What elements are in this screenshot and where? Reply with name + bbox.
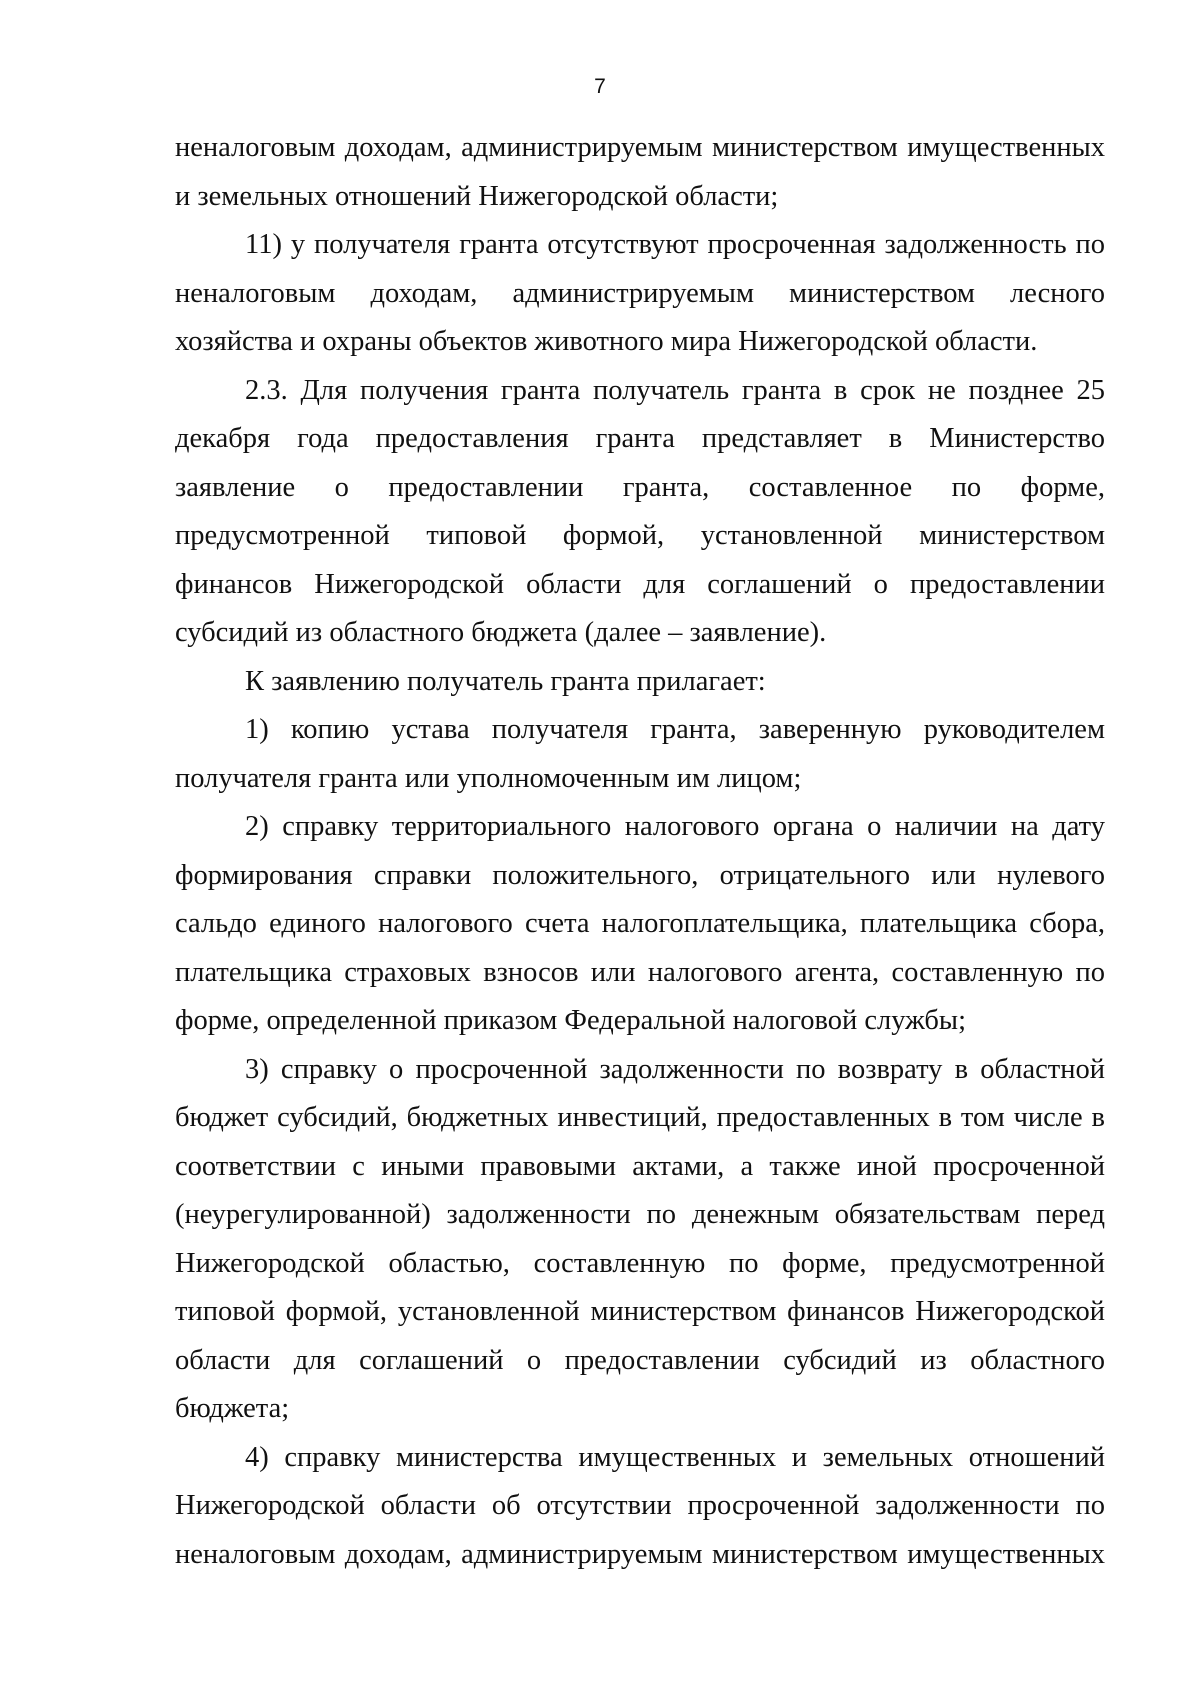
paragraph-continuation: неналоговым доходам, администрируемым министерством имущественных и земельных отношений Нижегородской области; xyxy=(175,132,1105,212)
paragraph-item-2: 2) справку территориального налогового органа о наличии на дату формирования справки положительного, отрицательного или нулевого сальдо единого налогового счета налогоплательщика, плательщика сбора, плательщика страховых взносов или налогового агента, составленную по форме, определенной приказом Федеральной налоговой службы; xyxy=(175,811,1105,1036)
paragraph-item-3: 3) справку о просроченной задолженности по возврату в областной бюджет субсидий, бюджетных инвестиций, предоставленных в том числе в соответствии с иными правовыми актами, а также иной просроченной (неурегулированной) задолженности по денежным обязательствам перед Нижегородской областью, составленную по форме, предусмотренной типовой формой, установленной министерством финансов Нижегородской области для соглашений о предоставлении субсидий из областного бюджета; xyxy=(175,1053,1105,1424)
paragraph-section-2-3: 2.3. Для получения гранта получатель гранта в срок не позднее 25 декабря года предоставления гранта представляет в Министерство заявление о предоставлении гранта, составленное по форме, предусмотренной типовой формой, установленной министерством финансов Нижегородской области для соглашений о предоставлении субсидий из областного бюджета (далее – заявление). xyxy=(175,374,1105,648)
paragraph-item-11: 11) у получателя гранта отсутствуют просроченная задолженность по неналоговым доходам, администрируемым министерством лесного хозяйства и охраны объектов животного мира Нижегородской области. xyxy=(175,229,1105,357)
paragraph-item-4: 4) справку министерства имущественных и земельных отношений Нижегородской области об отсутствии просроченной задолженности по неналоговым доходам, администрируемым министерством имущественных xyxy=(175,1441,1105,1570)
page-number: 7 xyxy=(594,75,606,98)
paragraph-item-1: 1) копию устава получателя гранта, заверенную руководителем получателя гранта или уполномоченным им лицом; xyxy=(175,714,1105,794)
document-body xyxy=(175,124,1105,1579)
paragraph-attachments-intro: К заявлению получатель гранта прилагает: xyxy=(245,665,766,697)
